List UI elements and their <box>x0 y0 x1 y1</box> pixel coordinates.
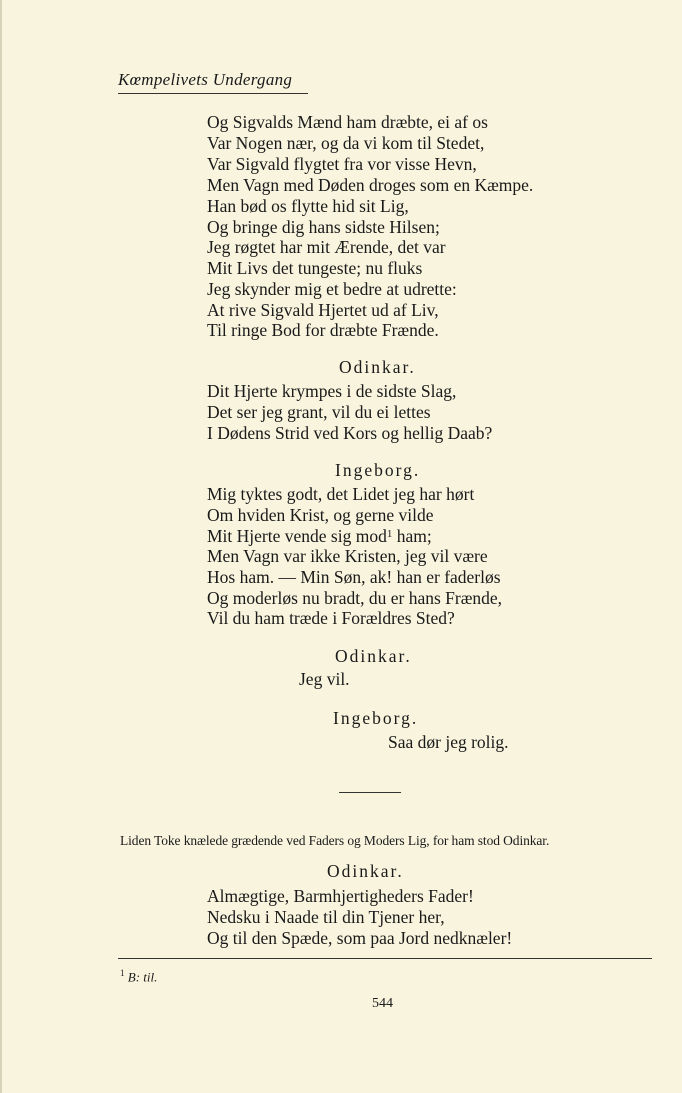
verse-line: Det ser jeg grant, vil du ei lettes <box>207 402 431 422</box>
footnote-text: B: til. <box>127 969 158 985</box>
verse-line: Og til den Spæde, som paa Jord nedknæler! <box>207 928 513 948</box>
verse-line: Jeg vil. <box>299 669 350 689</box>
verse-line: Og bringe dig hans sidste Hilsen; <box>207 217 440 237</box>
stage-direction: Liden Toke knælede grædende ved Faders og Moders Lig, for ham stod Odinkar. <box>120 833 550 848</box>
speaker-name: Ingeborg. <box>333 708 419 728</box>
verse-line-text: ham; <box>396 526 432 546</box>
verse-line: Var Nogen nær, og da vi kom til Stedet, <box>207 133 485 153</box>
verse-line: Hos ham. — Min Søn, ak! han er faderløs <box>207 567 501 587</box>
footnote <box>120 968 157 985</box>
verse-line: Til ringe Bod for dræbte Frænde. <box>207 320 439 340</box>
verse-line-with-footnote <box>207 526 432 547</box>
running-head-rule <box>118 93 308 94</box>
verse-line: Og Sigvalds Mænd ham dræbte, ei af os <box>207 112 488 132</box>
speaker-name: Odinkar. <box>339 357 416 377</box>
verse-line-text: Mit Hjerte vende sig mod <box>207 526 387 546</box>
page-number: 544 <box>372 996 393 1011</box>
verse-line: Jeg røgtet har mit Ærende, det var <box>207 237 446 257</box>
verse-line: I Dødens Strid ved Kors og hellig Daab? <box>207 423 493 443</box>
footnote-reference[interactable]: 1 <box>386 528 393 540</box>
section-divider <box>339 792 401 793</box>
verse-line: Jeg skynder mig et bedre at udrette: <box>207 279 457 299</box>
speaker-name: Odinkar. <box>327 861 404 881</box>
verse-line: Mit Livs det tungeste; nu fluks <box>207 258 423 278</box>
footnote-rule <box>118 958 652 959</box>
verse-line: Almægtige, Barmhjertigheders Fader! <box>207 886 474 906</box>
verse-line: Var Sigvald flygtet fra vor visse Hevn, <box>207 154 477 174</box>
verse-line: Han bød os flytte hid sit Lig, <box>207 196 409 216</box>
verse-line: Dit Hjerte krympes i de sidste Slag, <box>207 381 457 401</box>
verse-line: Vil du ham træde i Forældres Sted? <box>207 608 455 628</box>
running-head: Kœmpelivets Undergang <box>118 70 293 89</box>
verse-line: Nedsku i Naade til din Tjener her, <box>207 907 445 927</box>
verse-line: At rive Sigvald Hjertet ud af Liv, <box>207 300 439 320</box>
verse-line: Om hviden Krist, og gerne vilde <box>207 505 434 525</box>
speaker-name: Odinkar. <box>335 646 412 666</box>
speaker-name: Ingeborg. <box>335 460 421 480</box>
verse-line: Mig tyktes godt, det Lidet jeg har hørt <box>207 484 475 504</box>
verse-line: Saa dør jeg rolig. <box>388 732 509 752</box>
verse-line: Og moderløs nu bradt, du er hans Frænde, <box>207 588 503 608</box>
footnote-marker: 1 <box>120 968 125 978</box>
verse-line: Men Vagn var ikke Kristen, jeg vil være <box>207 546 488 566</box>
verse-line: Men Vagn med Døden droges som en Kæmpe. <box>207 175 534 195</box>
